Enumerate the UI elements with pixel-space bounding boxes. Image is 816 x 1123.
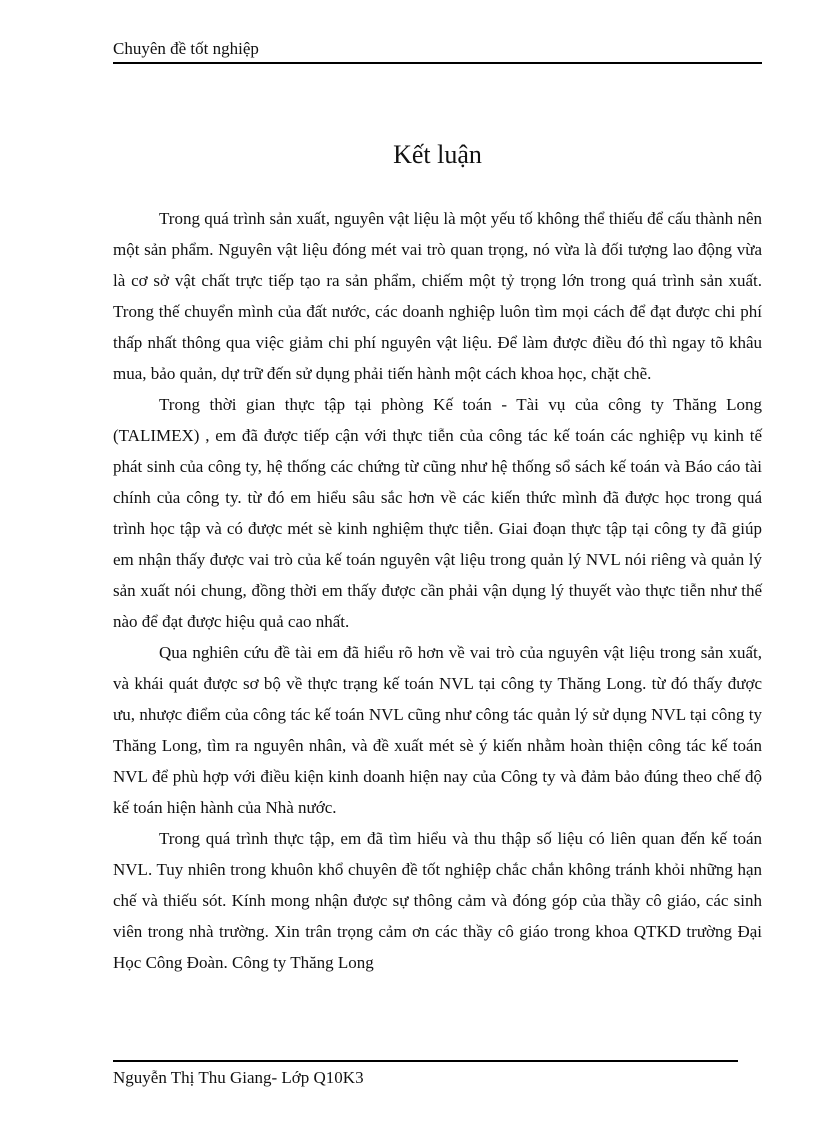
page-title: Kết luận <box>393 140 482 169</box>
footer-author: Nguyễn Thị Thu Giang- Lớp Q10K3 <box>113 1068 364 1087</box>
header-title: Chuyên đề tốt nghiệp <box>113 39 259 58</box>
page-header <box>113 38 762 64</box>
footer-divider <box>113 1060 738 1062</box>
body-paragraph: Trong thời gian thực tập tại phòng Kế toán - Tài vụ của công ty Thăng Long (TALIMEX) , em đã được tiếp cận với thực tiễn của công tác kế toán các nghiệp vụ kinh tế phát sinh của công ty, hệ thống các chứng từ cũng như hệ thống sổ sách kế toán và Báo cáo tài chính của công ty. từ đó em hiểu sâu sắc hơn về các kiến thức mình đã được học trong quá trình học tập và có được mét sè kinh nghiệm thực tiễn. Giai đoạn thực tập tại công ty đã giúp em nhận thấy được vai trò của kế toán nguyên vật liệu trong quản lý NVL nói riêng và quản lý sản xuất nói chung, đồng thời em thấy được cần phải vận dụng lý thuyết vào thực tiễn như thế nào để đạt được hiệu quả cao nhất. <box>113 395 762 631</box>
body-paragraph: Qua nghiên cứu đề tài em đã hiểu rõ hơn về vai trò của nguyên vật liệu trong sản xuất, và khái quát được sơ bộ về thực trạng kế toán NVL tại công ty Thăng Long. từ đó thấy được ưu, nhược điểm của công tác kế toán NVL cũng như công tác quản lý sử dụng NVL tại công ty Thăng Long, tìm ra nguyên nhân, và đề xuất mét sè ý kiến nhằm hoàn thiện công tác kế toán NVL để phù hợp với điều kiện kinh doanh hiện nay của Công ty và đảm bảo đúng theo chế độ kế toán hiện hành của Nhà nước. <box>113 643 762 817</box>
body-paragraph: Trong quá trình sản xuất, nguyên vật liệu là một yếu tố không thể thiếu để cấu thành nên một sản phẩm. Nguyên vật liệu đóng mét vai trò quan trọng, nó vừa là đối tượng lao động vừa là cơ sở vật chất trực tiếp tạo ra sản phẩm, chiếm một tỷ trọng lớn trong quá trình sản xuất. Trong thế chuyển mình của đất nước, các doanh nghiệp luôn tìm mọi cách để đạt được chi phí thấp nhất thông qua việc giảm chi phí nguyên vật liệu. Để làm được điều đó thì ngay tõ khâu mua, bảo quản, dự trữ đến sử dụng phải tiến hành một cách khoa học, chặt chẽ. <box>113 209 762 383</box>
document-body <box>113 203 762 978</box>
body-paragraph: Trong quá trình thực tập, em đã tìm hiểu và thu thập số liệu có liên quan đến kế toán NVL. Tuy nhiên trong khuôn khổ chuyên đề tốt nghiệp chắc chắn không tránh khỏi những hạn chế và thiếu sót. Kính mong nhận được sự thông cảm và đóng góp của thầy cô giáo, các sinh viên trong nhà trường. Xin trân trọng cảm ơn các thầy cô giáo trong khoa QTKD trường Đại Học Công Đoàn. Công ty Thăng Long <box>113 829 762 972</box>
